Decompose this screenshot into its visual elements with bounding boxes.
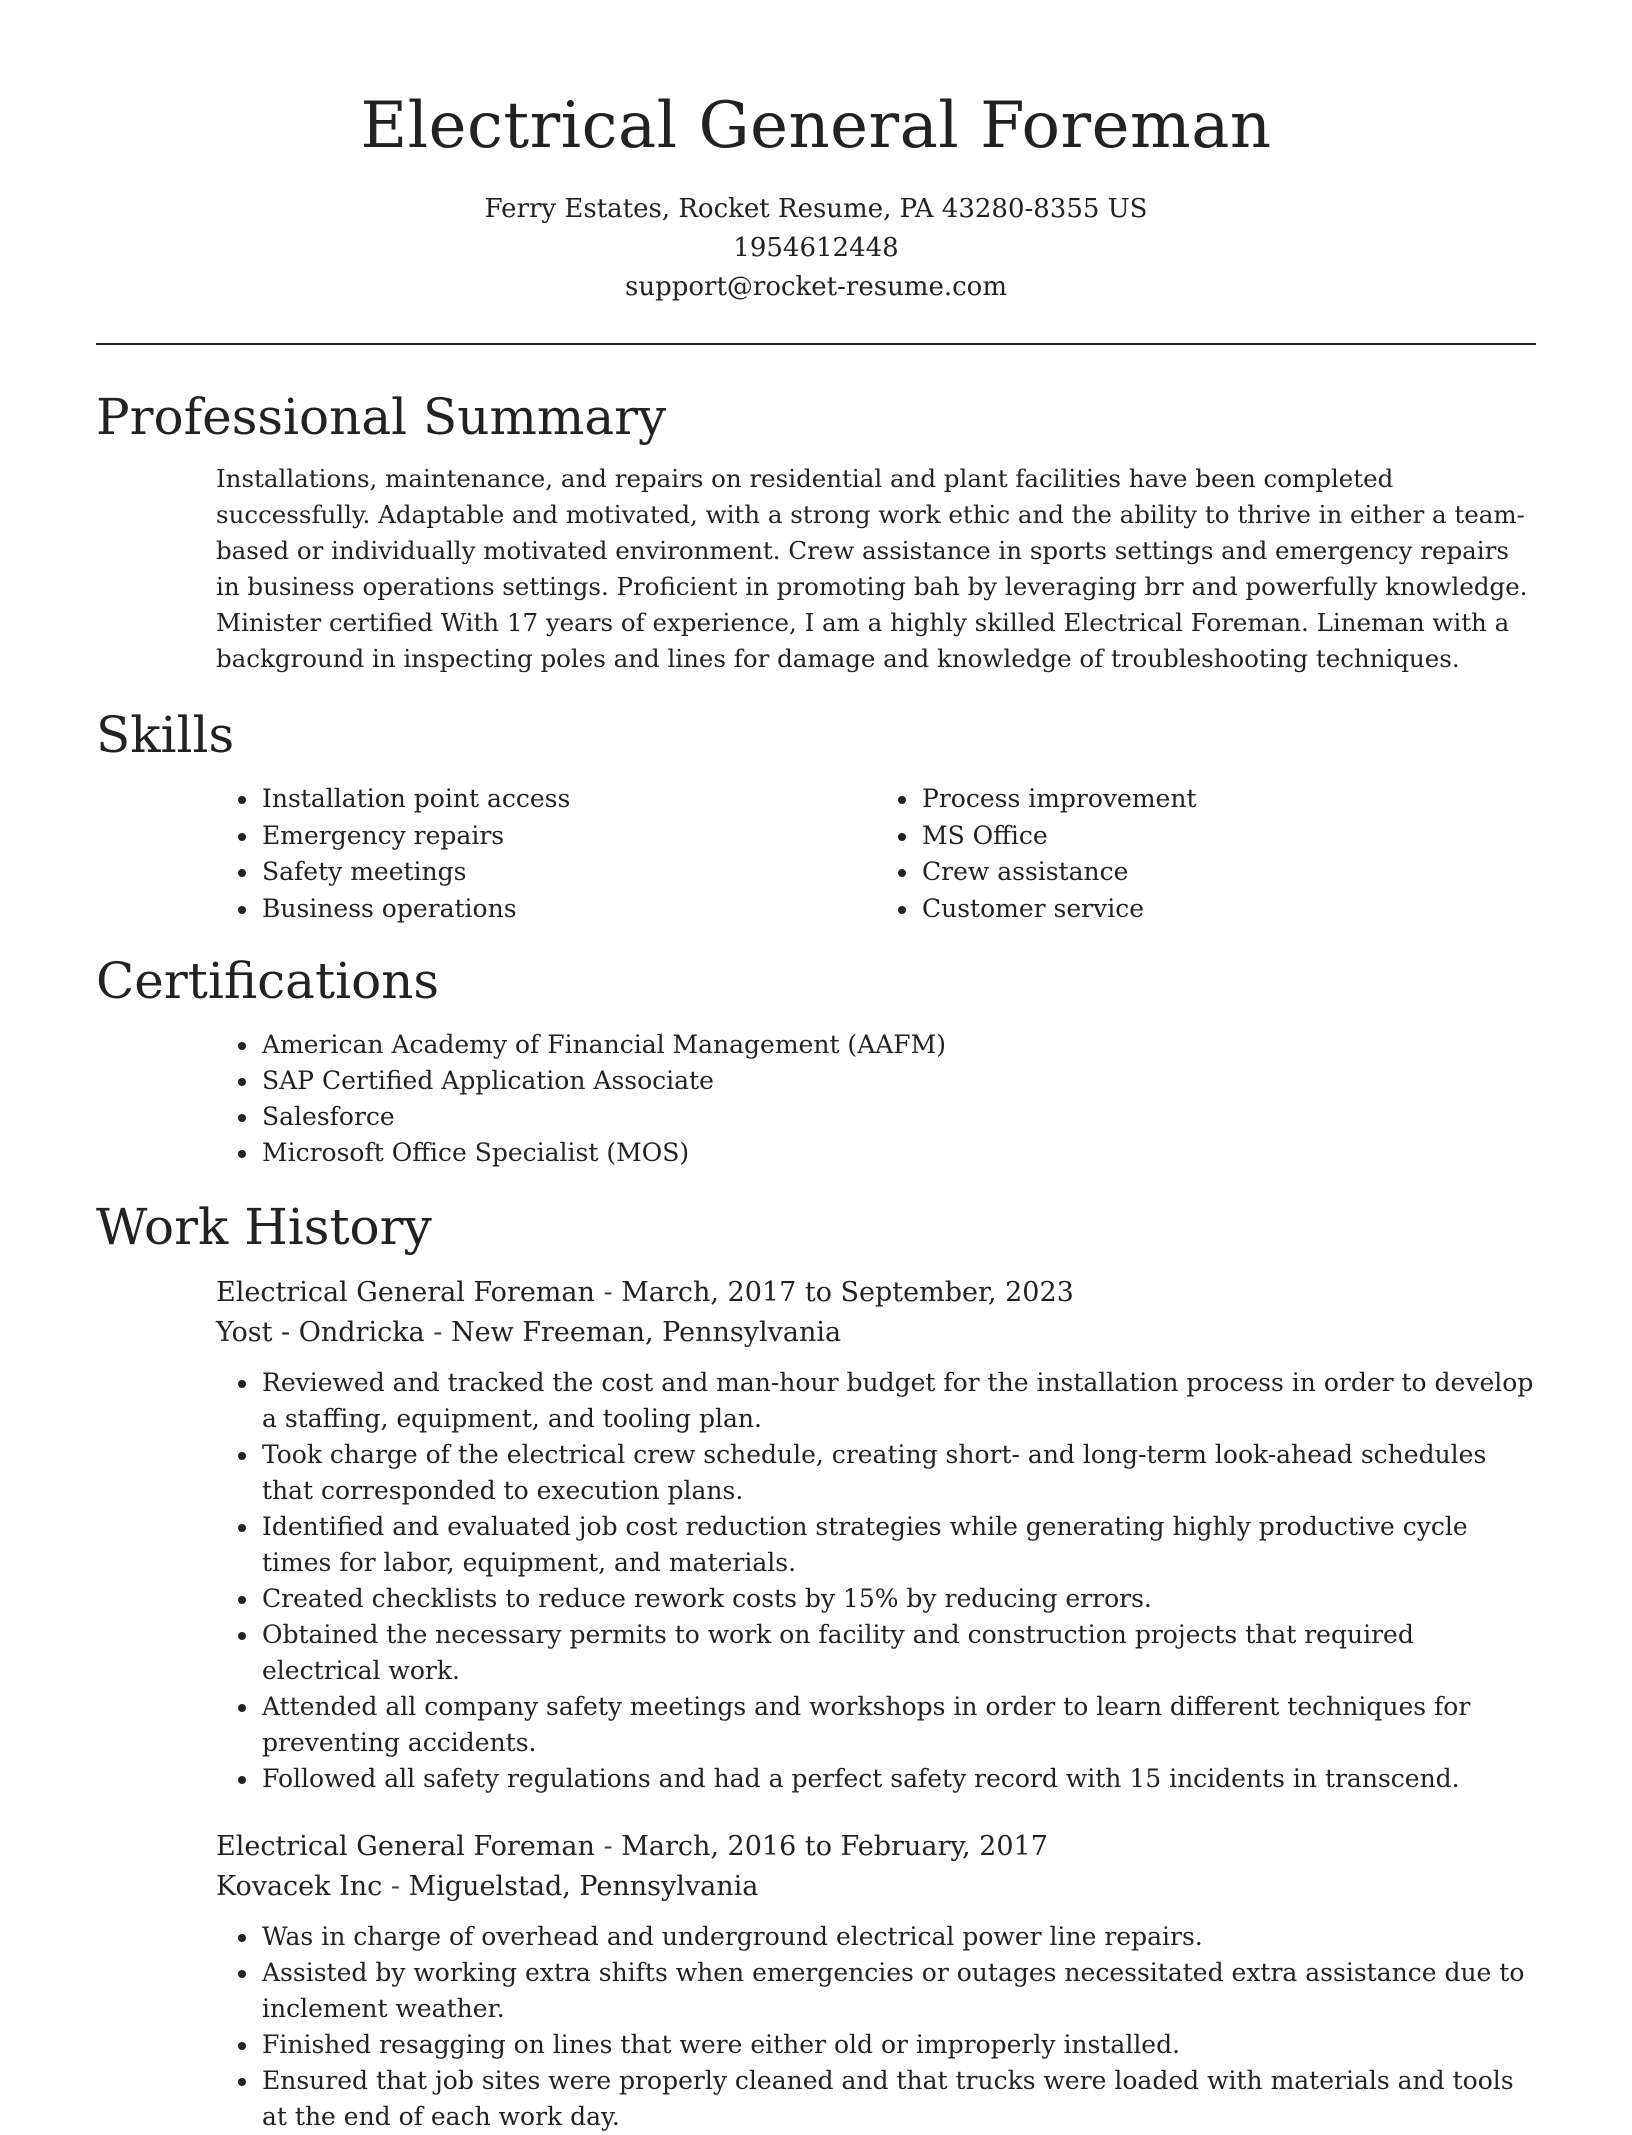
skill-item: • Crew assistance (920, 854, 1536, 891)
job-duty: • Ensured that job sites were properly cleaned and that trucks were loaded with materials and tools at the end of each work day. (260, 2063, 1536, 2135)
job-duties-list (216, 1365, 1536, 1797)
job-duty: • Assisted by working extra shifts when emergencies or outages necessitated extra assistance due to inclement weather. (260, 1955, 1536, 2027)
header-divider (96, 343, 1536, 345)
job-dates: March, 2016 to February, 2017 (621, 1831, 1048, 1862)
candidate-name: Electrical General Foreman (360, 89, 1272, 163)
job-company-line (216, 1867, 1536, 1907)
job-duty: • Followed all safety regulations and had a perfect safety record with 15 incidents in transcend. (260, 1761, 1536, 1797)
job-company: Kovacek Inc (216, 1871, 383, 1902)
job-title-line (216, 1827, 1536, 1867)
skill-item: • Safety meetings (260, 854, 876, 891)
skill-item: • Process improvement (920, 781, 1536, 818)
work-history-heading: Work History (96, 1198, 432, 1256)
contact-block (96, 190, 1536, 307)
resume-header (96, 0, 1536, 307)
certification-item: • Salesforce (260, 1099, 1536, 1135)
job-title-line (216, 1273, 1536, 1313)
job-position: Electrical General Foreman (216, 1831, 595, 1862)
job-position: Electrical General Foreman (216, 1277, 595, 1308)
job-duty: • Reviewed and tracked the cost and man-hour budget for the installation process in order to develop a staffing, equipment, and tooling plan. (260, 1365, 1536, 1437)
certification-item: • American Academy of Financial Management (AAFM) (260, 1027, 1536, 1063)
job-dates: March, 2017 to September, 2023 (621, 1277, 1074, 1308)
job-entry (216, 1827, 1536, 2135)
certification-item: • Microsoft Office Specialist (MOS) (260, 1135, 1536, 1171)
certifications-heading: Certifications (96, 952, 440, 1010)
contact-email: support@rocket-resume.com (624, 272, 1007, 302)
job-location: Miguelstad, Pennsylvania (408, 1871, 759, 1902)
job-duty: • Identified and evaluated job cost reduction strategies while generating highly productive cycle times for labor, equipment, and materials. (260, 1509, 1536, 1581)
contact-phone: 1954612448 (733, 233, 899, 263)
summary-heading: Professional Summary (96, 388, 667, 446)
skill-item: • Customer service (920, 891, 1536, 928)
skill-item: • Emergency repairs (260, 818, 876, 855)
job-company: Yost - Ondricka (216, 1317, 425, 1348)
certifications-list (216, 1027, 1536, 1171)
job-duties-list (216, 1919, 1536, 2135)
job-duty: • Took charge of the electrical crew schedule, creating short- and long-term look-ahead schedules that corresponded to execution plans. (260, 1437, 1536, 1509)
job-duty: • Finished resagging on lines that were either old or improperly installed. (260, 2027, 1536, 2063)
skill-item: • Installation point access (260, 781, 876, 818)
job-duty: • Attended all company safety meetings and workshops in order to learn different techniques for preventing accidents. (260, 1689, 1536, 1761)
job-separator: - (603, 1277, 613, 1308)
skills-grid (216, 781, 1536, 927)
job-separator: - (390, 1871, 400, 1902)
skills-heading: Skills (96, 706, 235, 764)
job-location: New Freeman, Pennsylvania (450, 1317, 842, 1348)
job-duty: • Created checklists to reduce rework costs by 15% by reducing errors. (260, 1581, 1536, 1617)
skill-item: • MS Office (920, 818, 1536, 855)
certification-item: • SAP Certified Application Associate (260, 1063, 1536, 1099)
job-duty: • Was in charge of overhead and underground electrical power line repairs. (260, 1919, 1536, 1955)
job-entry (216, 1273, 1536, 1797)
job-duty: • Obtained the necessary permits to work on facility and construction projects that required electrical work. (260, 1617, 1536, 1689)
contact-address: Ferry Estates, Rocket Resume, PA 43280-8355 US (484, 194, 1148, 224)
skills-column-right (876, 781, 1536, 927)
skills-column-left (216, 781, 876, 927)
summary-text: Installations, maintenance, and repairs on residential and plant facilities have been completed successfully. Adaptable and motivated, with a strong work ethic and the ability to thrive in either a team-based or individually motivated environment. Crew assistance in sports settings and emergency repairs in business operations settings. Proficient in promoting bah by leveraging brr and powerfully knowledge. Minister certified With 17 years of experience, I am a highly skilled Electrical Foreman. Lineman with a background in inspecting poles and lines for damage and knowledge of troubleshooting techniques. (216, 464, 1528, 673)
skill-item: • Business operations (260, 891, 876, 928)
resume-page (96, 0, 1536, 2135)
job-separator: - (433, 1317, 443, 1348)
job-separator: - (603, 1831, 613, 1862)
job-company-line (216, 1313, 1536, 1353)
